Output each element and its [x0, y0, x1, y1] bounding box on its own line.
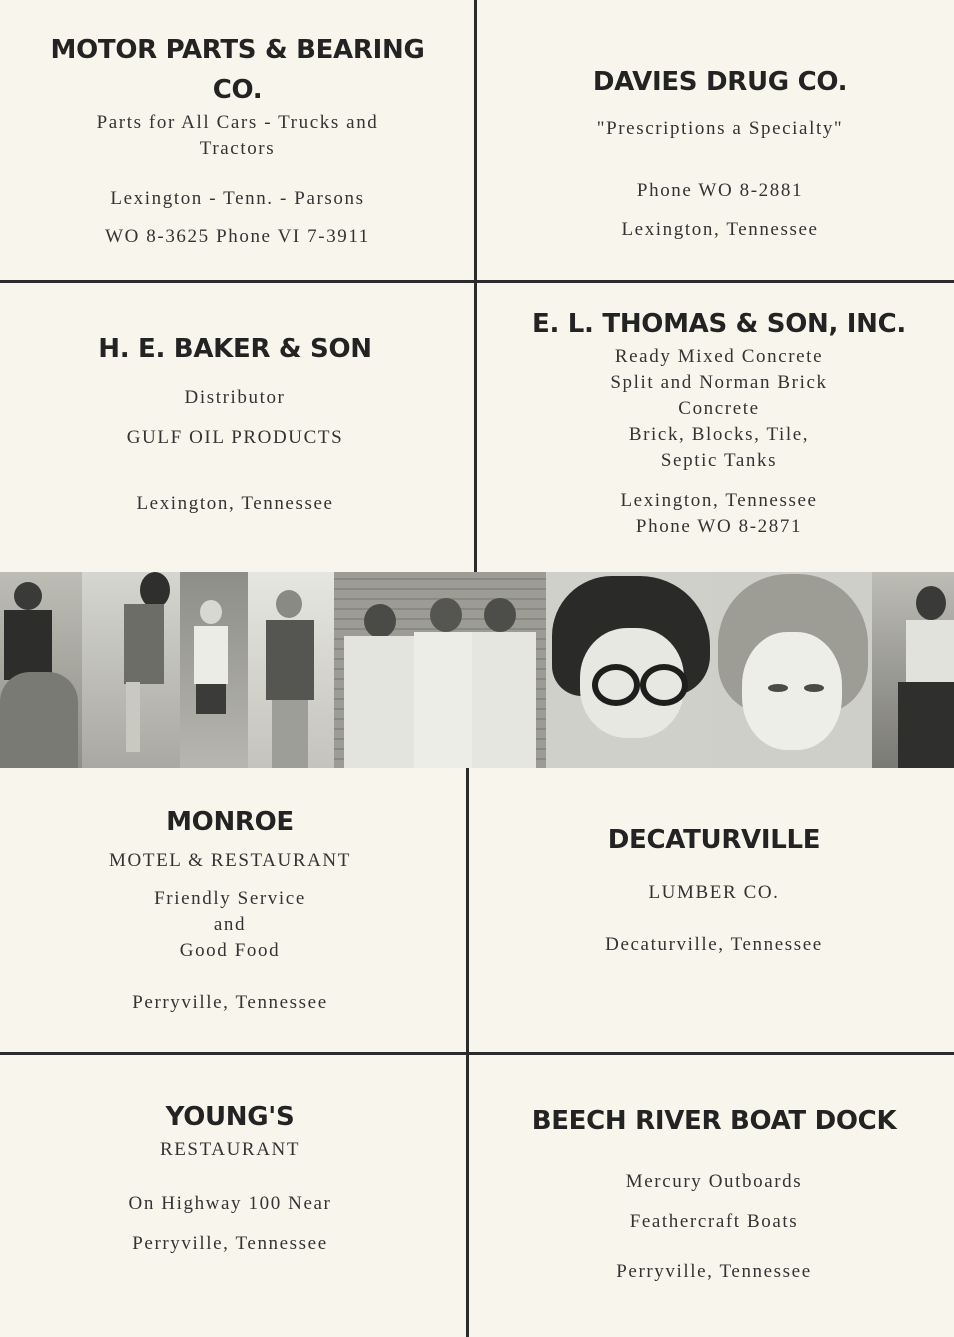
ad-youngs [20, 1097, 440, 1257]
ad-text: Friendly Service [154, 888, 306, 909]
ad-title: DECATURVILLE [607, 825, 821, 855]
ad-text: Parts for All Cars - Trucks and Tractors [96, 112, 379, 159]
ad-text: and [213, 914, 247, 935]
divider-horizontal-2 [0, 1052, 954, 1055]
ad-title: YOUNG'S [165, 1102, 295, 1132]
photo-three-girls [334, 572, 547, 768]
ad-decaturville [494, 820, 934, 958]
ad-text: WO 8-3625 Phone VI 7-3911 [105, 226, 370, 247]
ad-text: Lexington - Tenn. - Parsons [110, 188, 365, 209]
ad-text: Concrete [678, 398, 760, 419]
divider-vertical-top [474, 0, 477, 572]
ad-text: LUMBER CO. [648, 882, 780, 903]
ad-text: Mercury Outboards [625, 1171, 803, 1192]
ad-text: Lexington, Tennessee [621, 219, 819, 240]
photo-boy-trees [180, 572, 249, 768]
photo-boy-standing [248, 572, 335, 768]
ad-text: Ready Mixed Concrete [614, 346, 824, 367]
ad-title: H. E. BAKER & SON [98, 334, 372, 364]
ad-text: Perryville, Tennessee [132, 1233, 328, 1254]
ad-text: Decaturville, Tennessee [605, 934, 823, 955]
ad-text: GULF OIL PRODUCTS [126, 427, 344, 448]
ad-davies-drug [500, 62, 940, 243]
ad-monroe [20, 802, 440, 1016]
photo-portrait-blonde [712, 572, 873, 768]
ad-text: Phone WO 8-2881 [636, 180, 804, 201]
ad-text: "Prescriptions a Specialty" [596, 118, 844, 139]
ad-text: Good Food [179, 940, 281, 961]
photo-girl-shorts [82, 572, 181, 768]
ad-title: BEECH RIVER BOAT DOCK [531, 1106, 897, 1136]
ad-text: Perryville, Tennessee [616, 1261, 812, 1282]
ad-text: Septic Tanks [660, 450, 778, 471]
ad-text: Distributor [184, 387, 286, 408]
ad-text: Perryville, Tennessee [132, 992, 328, 1013]
ad-text: Brick, Blocks, Tile, [628, 424, 810, 445]
ad-text: Lexington, Tennessee [620, 490, 818, 511]
ad-beech-river [494, 1101, 934, 1285]
ad-text: Phone WO 8-2871 [635, 516, 803, 537]
ad-title: DAVIES DRUG CO. [592, 67, 848, 97]
ad-title: E. L. THOMAS & SON, INC. [532, 309, 906, 339]
photo-girl-skirt [0, 572, 83, 768]
photo-strip [0, 572, 954, 768]
ad-text: On Highway 100 Near [128, 1193, 332, 1214]
ad-text: Split and Norman Brick [610, 372, 828, 393]
ad-title: MONROE [166, 807, 294, 837]
ad-motor-parts [40, 30, 435, 250]
photo-portrait-glasses [546, 572, 713, 768]
photo-girl-right-edge [872, 572, 954, 768]
divider-horizontal-1 [0, 280, 954, 283]
ad-he-baker [20, 329, 450, 517]
ad-text: Lexington, Tennessee [136, 493, 334, 514]
ad-title: MOTOR PARTS & BEARING CO. [50, 35, 425, 105]
ad-text: RESTAURANT [159, 1139, 301, 1160]
ad-text: Feathercraft Boats [629, 1211, 799, 1232]
ad-text: MOTEL & RESTAURANT [109, 850, 351, 871]
ad-el-thomas [496, 304, 942, 540]
